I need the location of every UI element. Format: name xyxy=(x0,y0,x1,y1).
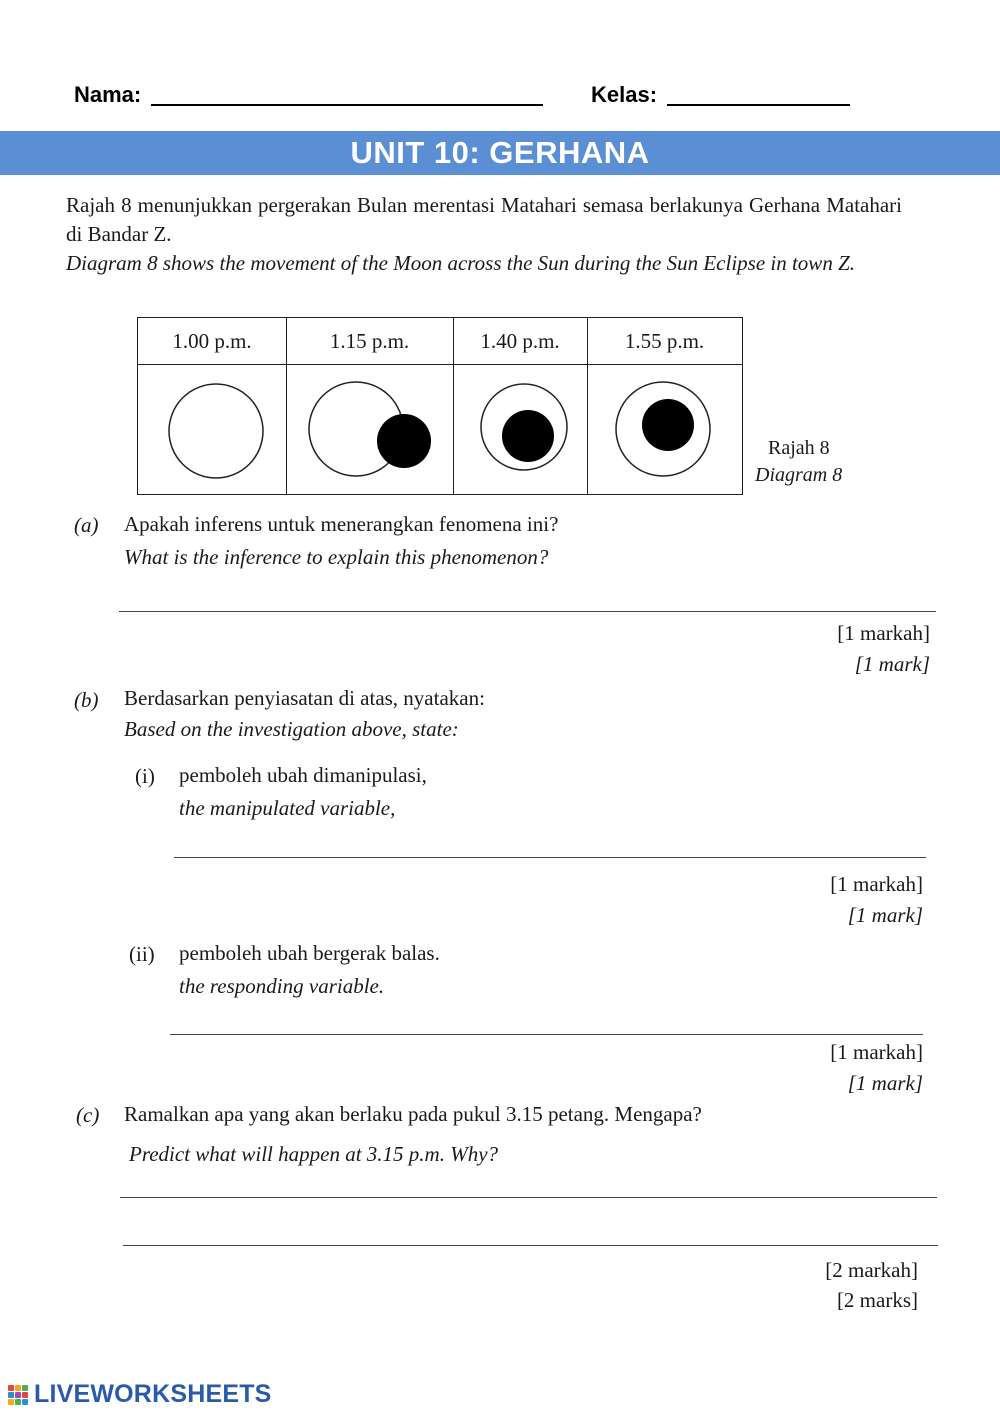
eclipse-phases-drawing xyxy=(138,365,742,495)
logo-text: LIVEWORKSHEETS xyxy=(34,1380,272,1408)
sun-icon xyxy=(169,384,263,478)
question-b-letter: (b) xyxy=(74,688,99,712)
time-cell: 1.40 p.m. xyxy=(480,328,560,353)
question-b-i-malay: pemboleh ubah dimanipulasi, xyxy=(179,763,427,787)
class-field[interactable] xyxy=(667,104,850,106)
question-b-ii-numeral: (ii) xyxy=(129,942,155,966)
question-a-malay: Apakah inferens untuk menerangkan fenomena ini? xyxy=(124,512,559,536)
question-c-letter: (c) xyxy=(76,1103,100,1127)
marks-english xyxy=(700,652,930,677)
diagram-caption-english: Diagram 8 xyxy=(755,464,843,486)
question-b-i-numeral: (i) xyxy=(135,764,155,788)
answer-line-c-2[interactable] xyxy=(123,1245,938,1246)
name-field[interactable] xyxy=(151,104,543,106)
answer-line-b-ii[interactable] xyxy=(170,1034,923,1035)
marks-malay xyxy=(680,1258,918,1283)
class-label: Kelas: xyxy=(591,82,658,107)
eclipse-diagram-table xyxy=(137,317,743,495)
moon-icon xyxy=(377,414,431,468)
marks-english xyxy=(680,1288,918,1313)
marks-text: [1 markah] xyxy=(830,1040,923,1064)
marks-malay xyxy=(690,872,923,897)
moon-icon xyxy=(642,399,694,451)
unit-title-banner: UNIT 10: GERHANA xyxy=(0,131,1000,175)
marks-text: [2 markah] xyxy=(825,1258,918,1282)
marks-text: [1 mark] xyxy=(847,1071,923,1095)
question-c-english: Predict what will happen at 3.15 p.m. Why? xyxy=(129,1142,499,1166)
question-b-english: Based on the investigation above, state: xyxy=(124,717,459,741)
answer-line-c-1[interactable] xyxy=(120,1197,937,1198)
question-c-malay: Ramalkan apa yang akan berlaku pada pukul 3.15 petang. Mengapa? xyxy=(124,1102,702,1126)
marks-text: [2 marks] xyxy=(836,1288,918,1312)
marks-text: [1 mark] xyxy=(847,903,923,927)
question-a-letter: (a) xyxy=(74,513,99,537)
answer-line-a[interactable] xyxy=(119,611,936,612)
time-cell: 1.15 p.m. xyxy=(329,328,410,353)
marks-text: [1 mark] xyxy=(854,652,930,676)
question-b-i-english: the manipulated variable, xyxy=(179,796,396,820)
moon-icon xyxy=(502,410,554,462)
marks-text: [1 markah] xyxy=(830,872,923,896)
intro-malay: Rajah 8 menunjukkan pergerakan Bulan merentasi Matahari semasa berlakunya Gerhana Matahari di Bandar Z. xyxy=(66,193,902,246)
marks-malay xyxy=(690,1040,923,1065)
marks-english xyxy=(690,903,923,928)
question-b-ii-english: the responding variable. xyxy=(179,974,385,998)
marks-english xyxy=(690,1071,923,1096)
question-a-english: What is the inference to explain this phenomenon? xyxy=(124,545,549,569)
diagram-caption-malay: Rajah 8 xyxy=(768,437,830,459)
marks-malay xyxy=(700,621,930,646)
intro-english: Diagram 8 shows the movement of the Moon across the Sun during the Sun Eclipse in town Z. xyxy=(66,251,855,275)
answer-line-b-i[interactable] xyxy=(174,857,926,858)
time-cell: 1.00 p.m. xyxy=(172,328,252,353)
liveworksheets-logo[interactable] xyxy=(8,1380,272,1409)
logo-grid-icon xyxy=(8,1385,28,1405)
question-b-malay: Berdasarkan penyiasatan di atas, nyatakan: xyxy=(124,686,485,710)
marks-text: [1 markah] xyxy=(837,621,930,645)
question-b-ii-malay: pemboleh ubah bergerak balas. xyxy=(179,941,440,965)
time-cell: 1.55 p.m. xyxy=(624,328,705,353)
name-label: Nama: xyxy=(74,82,142,107)
